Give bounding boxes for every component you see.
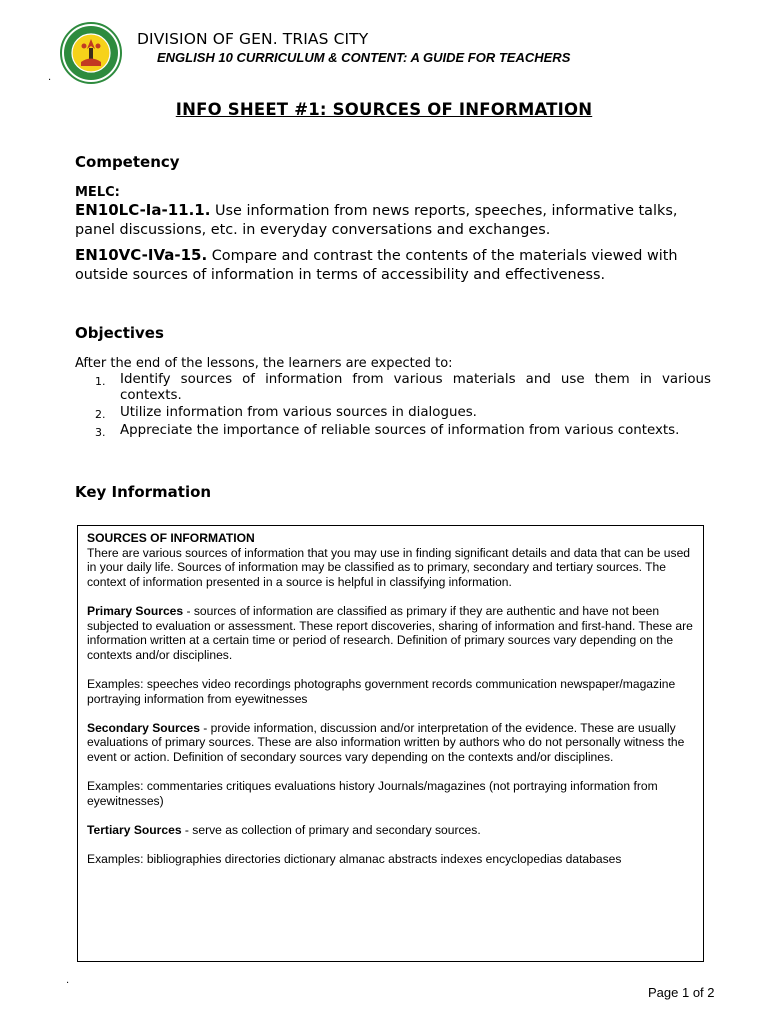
competency-text: Use information from news reports, speeches, informative talks, panel discussions, etc. in everyday conversations and exchanges. <box>75 203 678 238</box>
objectives-list <box>95 372 711 441</box>
primary-sources-label: Primary Sources <box>87 603 184 618</box>
list-item <box>95 372 711 405</box>
key-information-heading: Key Information <box>75 483 212 501</box>
guide-subtitle: ENGLISH 10 CURRICULUM & CONTENT: A GUIDE FOR TEACHERS <box>157 50 571 65</box>
tertiary-sources-paragraph <box>87 823 694 838</box>
tertiary-sources-label: Tertiary Sources <box>87 822 182 837</box>
secondary-sources-text: - provide information, discussion and/or interpretation of the evidence. These are usually evaluations of primary sources. These are also information written by authors who do not personally witness the event or action. Definition of secondary sources vary depending on the contexts and/or disciplines. <box>87 720 685 764</box>
stray-dot-mark: . <box>48 72 52 83</box>
page-number: Page 1 of 2 <box>648 985 715 1000</box>
list-number: 1. <box>95 375 106 388</box>
tertiary-examples: Examples: bibliographies directories dictionary almanac abstracts indexes encyclopedias databases <box>87 852 622 867</box>
secondary-sources-paragraph <box>87 721 694 765</box>
key-information-box <box>77 525 704 962</box>
box-title: SOURCES OF INFORMATION <box>87 531 255 545</box>
list-number: 2. <box>95 407 106 421</box>
list-text: Utilize information from various sources in dialogues. <box>120 404 477 420</box>
competency-text: Compare and contrast the contents of the materials viewed with outside sources of information in terms of accessibility and effectiveness. <box>75 248 678 283</box>
primary-sources-text: - sources of information are classified as primary if they are authentic and have not been subjected to evaluation or assessment. These report discoveries, sharing of information and first-hand. These are information written at a certain time or period of research. Definition of primary sources vary depending on the contexts and/or disciplines. <box>87 603 693 662</box>
division-seal-logo <box>60 22 122 84</box>
list-text: Identify sources of information from various materials and use them in various contexts. <box>120 372 711 404</box>
primary-sources-paragraph <box>87 604 694 662</box>
list-item <box>95 423 711 441</box>
melc-label: MELC: <box>75 185 120 200</box>
competency-heading: Competency <box>75 153 180 171</box>
list-number: 3. <box>95 425 106 439</box>
page-title: INFO SHEET #1: SOURCES OF INFORMATION <box>175 100 593 119</box>
list-item <box>95 405 711 423</box>
competency-item <box>75 201 705 239</box>
division-name: DIVISION OF GEN. TRIAS CITY <box>137 30 369 48</box>
stray-dot-mark: . <box>66 975 70 986</box>
competency-item <box>75 246 705 284</box>
intro-paragraph: There are various sources of information that you may use in finding significant details and data that can be used in your daily life. Sources of information may be classified as to primary, secondary and tertiary sources. The context of information presented in a source is helpful in classifying information. <box>87 545 691 589</box>
objectives-intro: After the end of the lessons, the learners are expected to: <box>75 356 453 371</box>
primary-examples: Examples: speeches video recordings photographs government records communication newspaper/magazine portraying information from eyewitnesses <box>87 676 676 706</box>
list-text: Appreciate the importance of reliable sources of information from various contexts. <box>120 422 680 438</box>
objectives-heading: Objectives <box>75 324 164 342</box>
competency-code: EN10VC-IVa-15. <box>75 246 208 264</box>
secondary-examples: Examples: commentaries critiques evaluations history Journals/magazines (not portraying information from eyewitnesses) <box>87 779 658 808</box>
competency-code: EN10LC-Ia-11.1. <box>75 201 211 219</box>
tertiary-sources-text: - serve as collection of primary and secondary sources. <box>181 822 481 837</box>
secondary-sources-label: Secondary Sources <box>87 720 200 735</box>
